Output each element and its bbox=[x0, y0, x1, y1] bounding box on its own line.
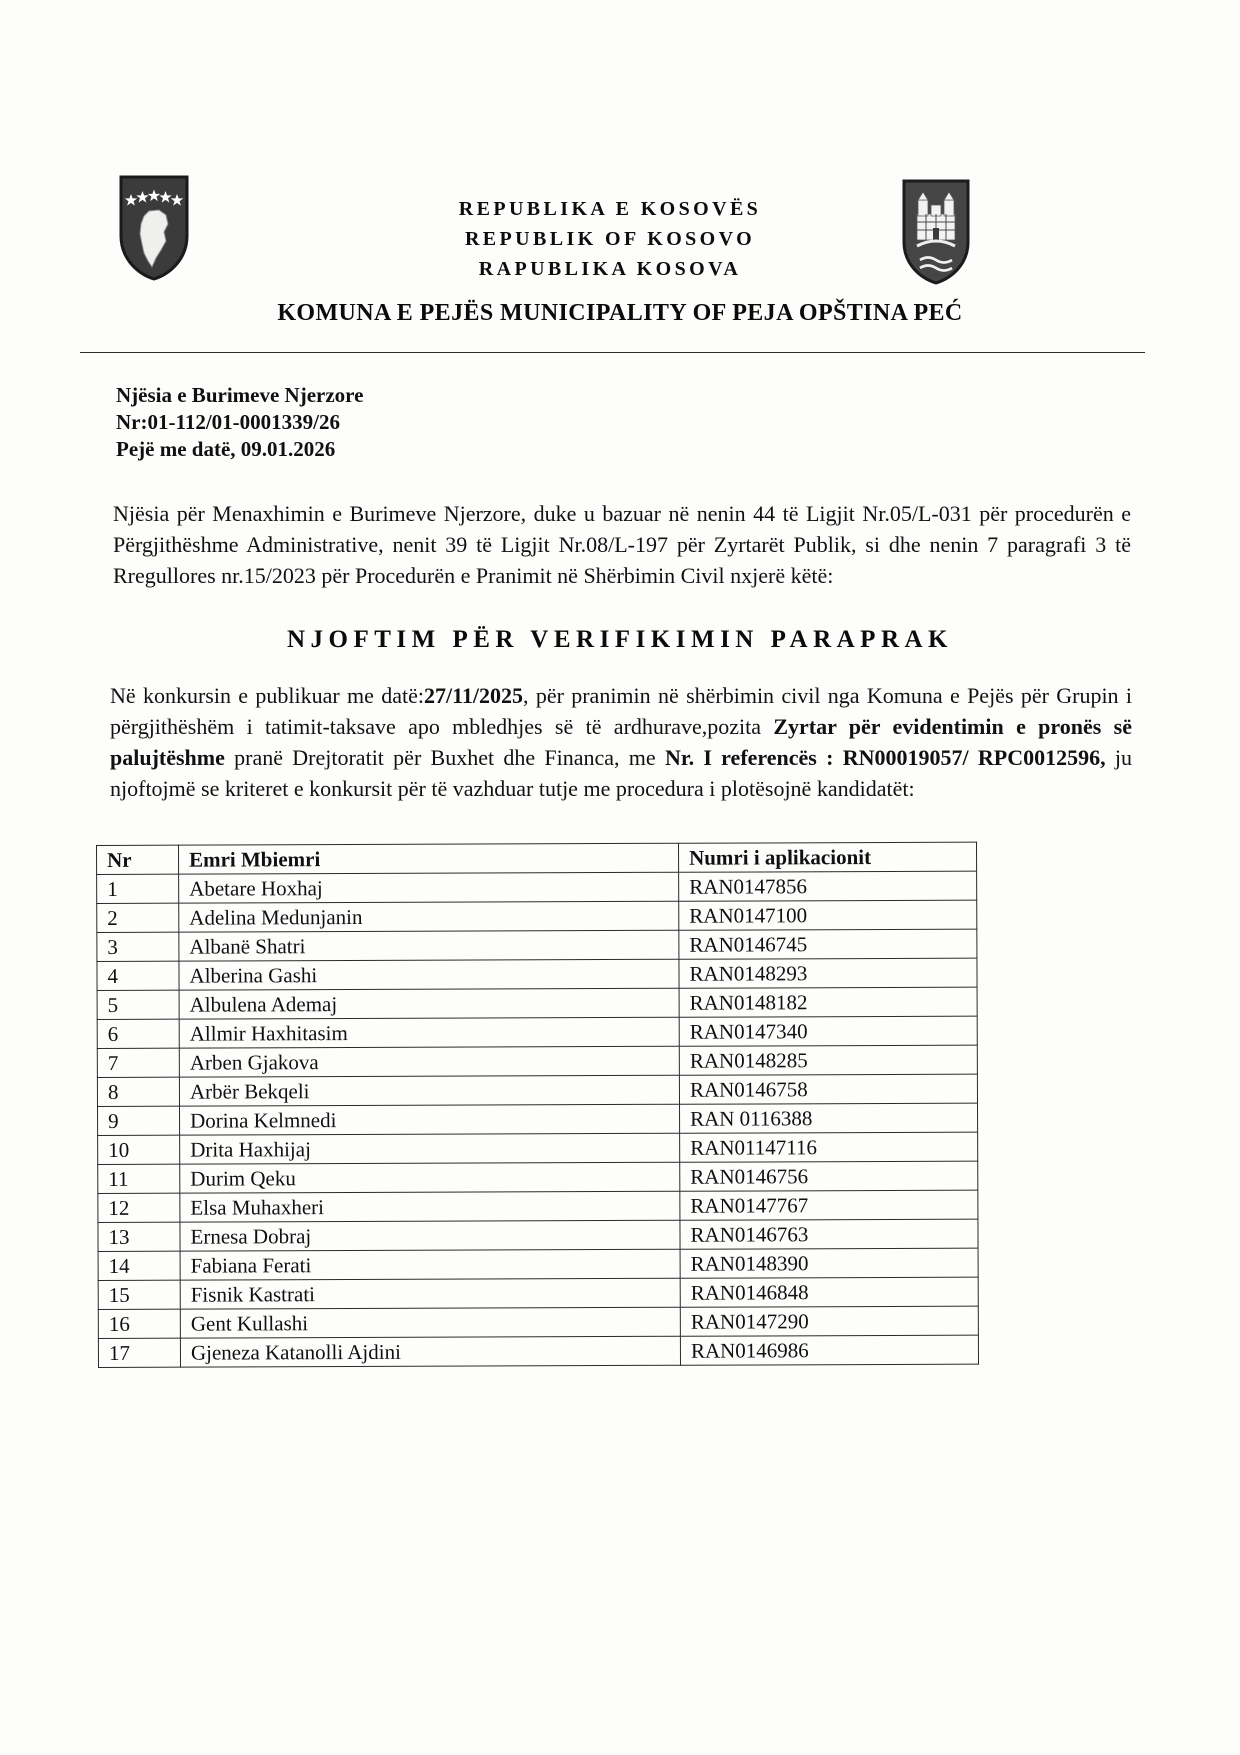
municipality-line: KOMUNA E PEJËS MUNICIPALITY OF PEJA OPŠTINA PEĆ bbox=[277, 300, 963, 326]
cell-nr: 12 bbox=[98, 1193, 180, 1222]
state-title-en: REPUBLIK OF KOSOVO bbox=[464, 228, 756, 250]
cell-application-number: RAN0148285 bbox=[679, 1045, 977, 1075]
announcement-segment-1: Në konkursin e publikuar me datë: bbox=[110, 683, 424, 708]
table-row bbox=[98, 1277, 978, 1309]
table-header-row bbox=[97, 842, 977, 874]
cell-application-number: RAN0147100 bbox=[679, 900, 977, 930]
cell-application-number: RAN0146848 bbox=[680, 1277, 978, 1307]
cell-nr: 17 bbox=[98, 1338, 180, 1367]
candidates-table-body bbox=[97, 871, 979, 1367]
cell-nr: 15 bbox=[98, 1280, 180, 1309]
cell-nr: 8 bbox=[97, 1077, 179, 1106]
cell-candidate-name: Albulena Ademaj bbox=[179, 988, 679, 1019]
state-title-sr: RAPUBLIKA KOSOVA bbox=[478, 258, 742, 280]
place-and-date: Pejë me datë, 09.01.2026 bbox=[116, 437, 336, 461]
cell-candidate-name: Albanë Shatri bbox=[179, 930, 679, 961]
table-row bbox=[98, 1132, 978, 1164]
cell-candidate-name: Durim Qeku bbox=[180, 1162, 680, 1193]
table-row bbox=[97, 987, 977, 1019]
cell-candidate-name: Fisnik Kastrati bbox=[180, 1278, 680, 1309]
legal-basis-paragraph: Njësia për Menaxhimin e Burimeve Njerzore, duke u bazuar në nenin 44 të Ligjit Nr.05/L-031 për procedurën e Përgjithëshme Administrative, nenit 39 të Ligjit Nr.08/L-197 për Zyrtarët Publik, si dhe nenin 7 paragrafi 3 të Rregullores nr.15/2023 për Procedurën e Pranimit në Shërbimin Civil nxjerë këtë: bbox=[113, 501, 1131, 588]
peja-municipality-crest-icon bbox=[900, 178, 972, 286]
table-row bbox=[98, 1306, 978, 1338]
cell-nr: 3 bbox=[97, 932, 179, 961]
table-row bbox=[97, 1074, 977, 1106]
table-row bbox=[97, 871, 977, 903]
table-row bbox=[98, 1190, 978, 1222]
candidates-table-wrapper bbox=[96, 842, 978, 1368]
table-row bbox=[97, 900, 977, 932]
position-title: Zyrtar për evidentimin e pronës së palujtëshme bbox=[110, 714, 1132, 770]
cell-candidate-name: Adelina Medunjanin bbox=[179, 901, 679, 932]
cell-nr: 11 bbox=[98, 1164, 180, 1193]
cell-candidate-name: Elsa Muhaxheri bbox=[180, 1191, 680, 1222]
cell-candidate-name: Alberina Gashi bbox=[179, 959, 679, 990]
cell-nr: 5 bbox=[97, 990, 179, 1019]
cell-application-number: RAN0146986 bbox=[680, 1335, 978, 1365]
cell-application-number: RAN0146758 bbox=[679, 1074, 977, 1104]
cell-application-number: RAN01147116 bbox=[680, 1132, 978, 1162]
announcement-paragraph bbox=[110, 680, 1132, 804]
cell-nr: 7 bbox=[97, 1048, 179, 1077]
cell-nr: 14 bbox=[98, 1251, 180, 1280]
table-row bbox=[98, 1335, 978, 1367]
kosovo-coat-of-arms-icon bbox=[118, 174, 190, 282]
table-row bbox=[98, 1103, 978, 1135]
table-row bbox=[98, 1248, 978, 1280]
cell-candidate-name: Drita Haxhijaj bbox=[180, 1133, 680, 1164]
cell-candidate-name: Gent Kullashi bbox=[180, 1307, 680, 1338]
cell-nr: 10 bbox=[98, 1135, 180, 1164]
reference-number: Nr. I referencës : RN00019057/ RPC0012596, bbox=[664, 745, 1106, 770]
table-row bbox=[97, 1045, 977, 1077]
unit-name: Njësia e Burimeve Njerzore bbox=[116, 383, 364, 407]
table-row bbox=[97, 958, 977, 990]
column-header-nr: Nr bbox=[97, 845, 179, 874]
cell-application-number: RAN0148293 bbox=[679, 958, 977, 988]
cell-application-number: RAN0146756 bbox=[680, 1161, 978, 1191]
cell-application-number: RAN0147290 bbox=[680, 1306, 978, 1336]
cell-candidate-name: Arben Gjakova bbox=[179, 1046, 679, 1077]
cell-application-number: RAN 0116388 bbox=[679, 1103, 977, 1133]
header-divider bbox=[80, 352, 1145, 353]
table-row bbox=[98, 1219, 978, 1251]
cell-application-number: RAN0146745 bbox=[679, 929, 977, 959]
cell-nr: 1 bbox=[97, 874, 179, 903]
table-row bbox=[97, 929, 977, 961]
cell-nr: 2 bbox=[97, 903, 179, 932]
cell-nr: 9 bbox=[98, 1106, 180, 1135]
cell-application-number: RAN0148182 bbox=[679, 987, 977, 1017]
cell-application-number: RAN0148390 bbox=[680, 1248, 978, 1278]
announcement-segment-2: , për pranimin në shërbimin civil nga Komuna e Pejës për Grupin i përgjithëshëm i tatimit-taksave apo mbledhjes së të ardhurave,pozita bbox=[110, 683, 1132, 739]
cell-candidate-name: Arbër Bekqeli bbox=[179, 1075, 679, 1106]
cell-application-number: RAN0146763 bbox=[680, 1219, 978, 1249]
cell-candidate-name: Dorina Kelmnedi bbox=[180, 1104, 680, 1135]
cell-candidate-name: Allmir Haxhitasim bbox=[179, 1017, 679, 1048]
cell-application-number: RAN0147856 bbox=[679, 871, 977, 901]
cell-nr: 16 bbox=[98, 1309, 180, 1338]
cell-nr: 6 bbox=[97, 1019, 179, 1048]
announcement-segment-3: pranë Drejtoratit për Buxhet dhe Financa, me bbox=[224, 745, 665, 770]
cell-nr: 4 bbox=[97, 961, 179, 990]
state-titles bbox=[300, 194, 920, 284]
table-row bbox=[97, 1016, 977, 1048]
cell-candidate-name: Ernesa Dobraj bbox=[180, 1220, 680, 1251]
document-header bbox=[0, 168, 1240, 308]
table-row bbox=[98, 1161, 978, 1193]
cell-candidate-name: Fabiana Ferati bbox=[180, 1249, 680, 1280]
cell-application-number: RAN0147767 bbox=[680, 1190, 978, 1220]
page-title: NJOFTIM PËR VERIFIKIMIN PARAPRAK bbox=[286, 626, 954, 653]
reference-block bbox=[116, 382, 363, 463]
cell-nr: 13 bbox=[98, 1222, 180, 1251]
state-title-sq: REPUBLIKA E KOSOVËS bbox=[458, 198, 762, 220]
document-number: Nr:01-112/01-0001339/26 bbox=[116, 410, 340, 434]
cell-candidate-name: Gjeneza Katanolli Ajdini bbox=[180, 1336, 680, 1367]
candidates-table bbox=[96, 842, 979, 1368]
announcement-segment-4: ju njoftojmë se kriteret e konkursit për të vazhduar tutje me procedura i plotësojnë kandidatët: bbox=[110, 745, 1132, 801]
column-header-name: Emri Mbiemri bbox=[179, 843, 679, 874]
cell-candidate-name: Abetare Hoxhaj bbox=[179, 872, 679, 903]
competition-date: 27/11/2025 bbox=[423, 683, 523, 708]
column-header-app: Numri i aplikacionit bbox=[678, 842, 976, 872]
cell-application-number: RAN0147340 bbox=[679, 1016, 977, 1046]
